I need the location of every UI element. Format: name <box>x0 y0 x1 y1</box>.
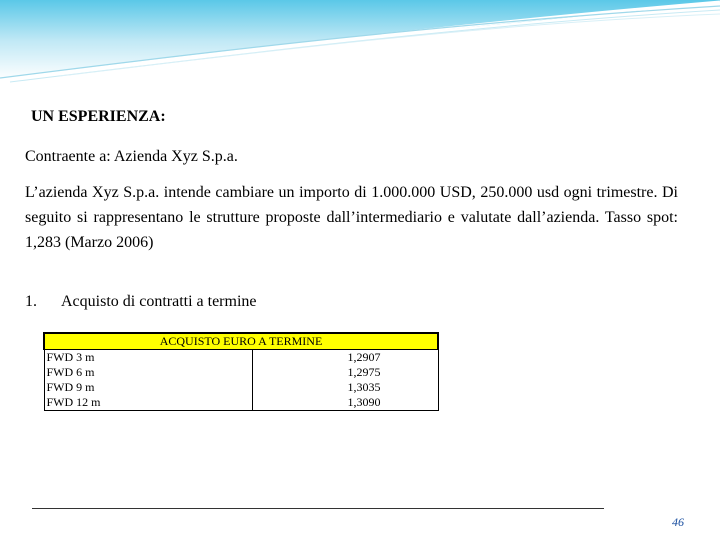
slide-heading: UN ESPERIENZA: <box>31 108 166 125</box>
table-header-row <box>44 333 438 350</box>
list-number: 1. <box>25 293 37 310</box>
forward-rates-table <box>43 332 439 411</box>
row-label: FWD 6 m <box>44 365 252 380</box>
list-item <box>25 293 257 311</box>
description-paragraph: L’azienda Xyz S.p.a. intende cambiare un importo di 1.000.000 USD, 250.000 usd ogni trimestre. Di seguito si rappresentano le strutture proposte dall’intermediario e valutate dall’azienda. Tasso spot: 1,283 (Marzo 2006) <box>25 184 678 251</box>
row-label: FWD 9 m <box>44 380 252 395</box>
row-value: 1,2907 <box>252 350 438 366</box>
row-label: FWD 3 m <box>44 350 252 366</box>
footer-divider <box>32 508 604 509</box>
row-label: FWD 12 m <box>44 395 252 411</box>
contraente-line: Contraente a: Azienda Xyz S.p.a. <box>25 148 238 165</box>
table-row <box>44 365 438 380</box>
page-number: 46 <box>672 515 684 529</box>
row-value: 1,3035 <box>252 380 438 395</box>
row-value: 1,3090 <box>252 395 438 411</box>
table-row <box>44 395 438 411</box>
table-row <box>44 350 438 366</box>
row-value: 1,2975 <box>252 365 438 380</box>
list-item-text: Acquisto di contratti a termine <box>61 293 257 310</box>
table-header: ACQUISTO EURO A TERMINE <box>44 333 438 350</box>
decorative-wave-banner <box>0 0 720 90</box>
table-row <box>44 380 438 395</box>
